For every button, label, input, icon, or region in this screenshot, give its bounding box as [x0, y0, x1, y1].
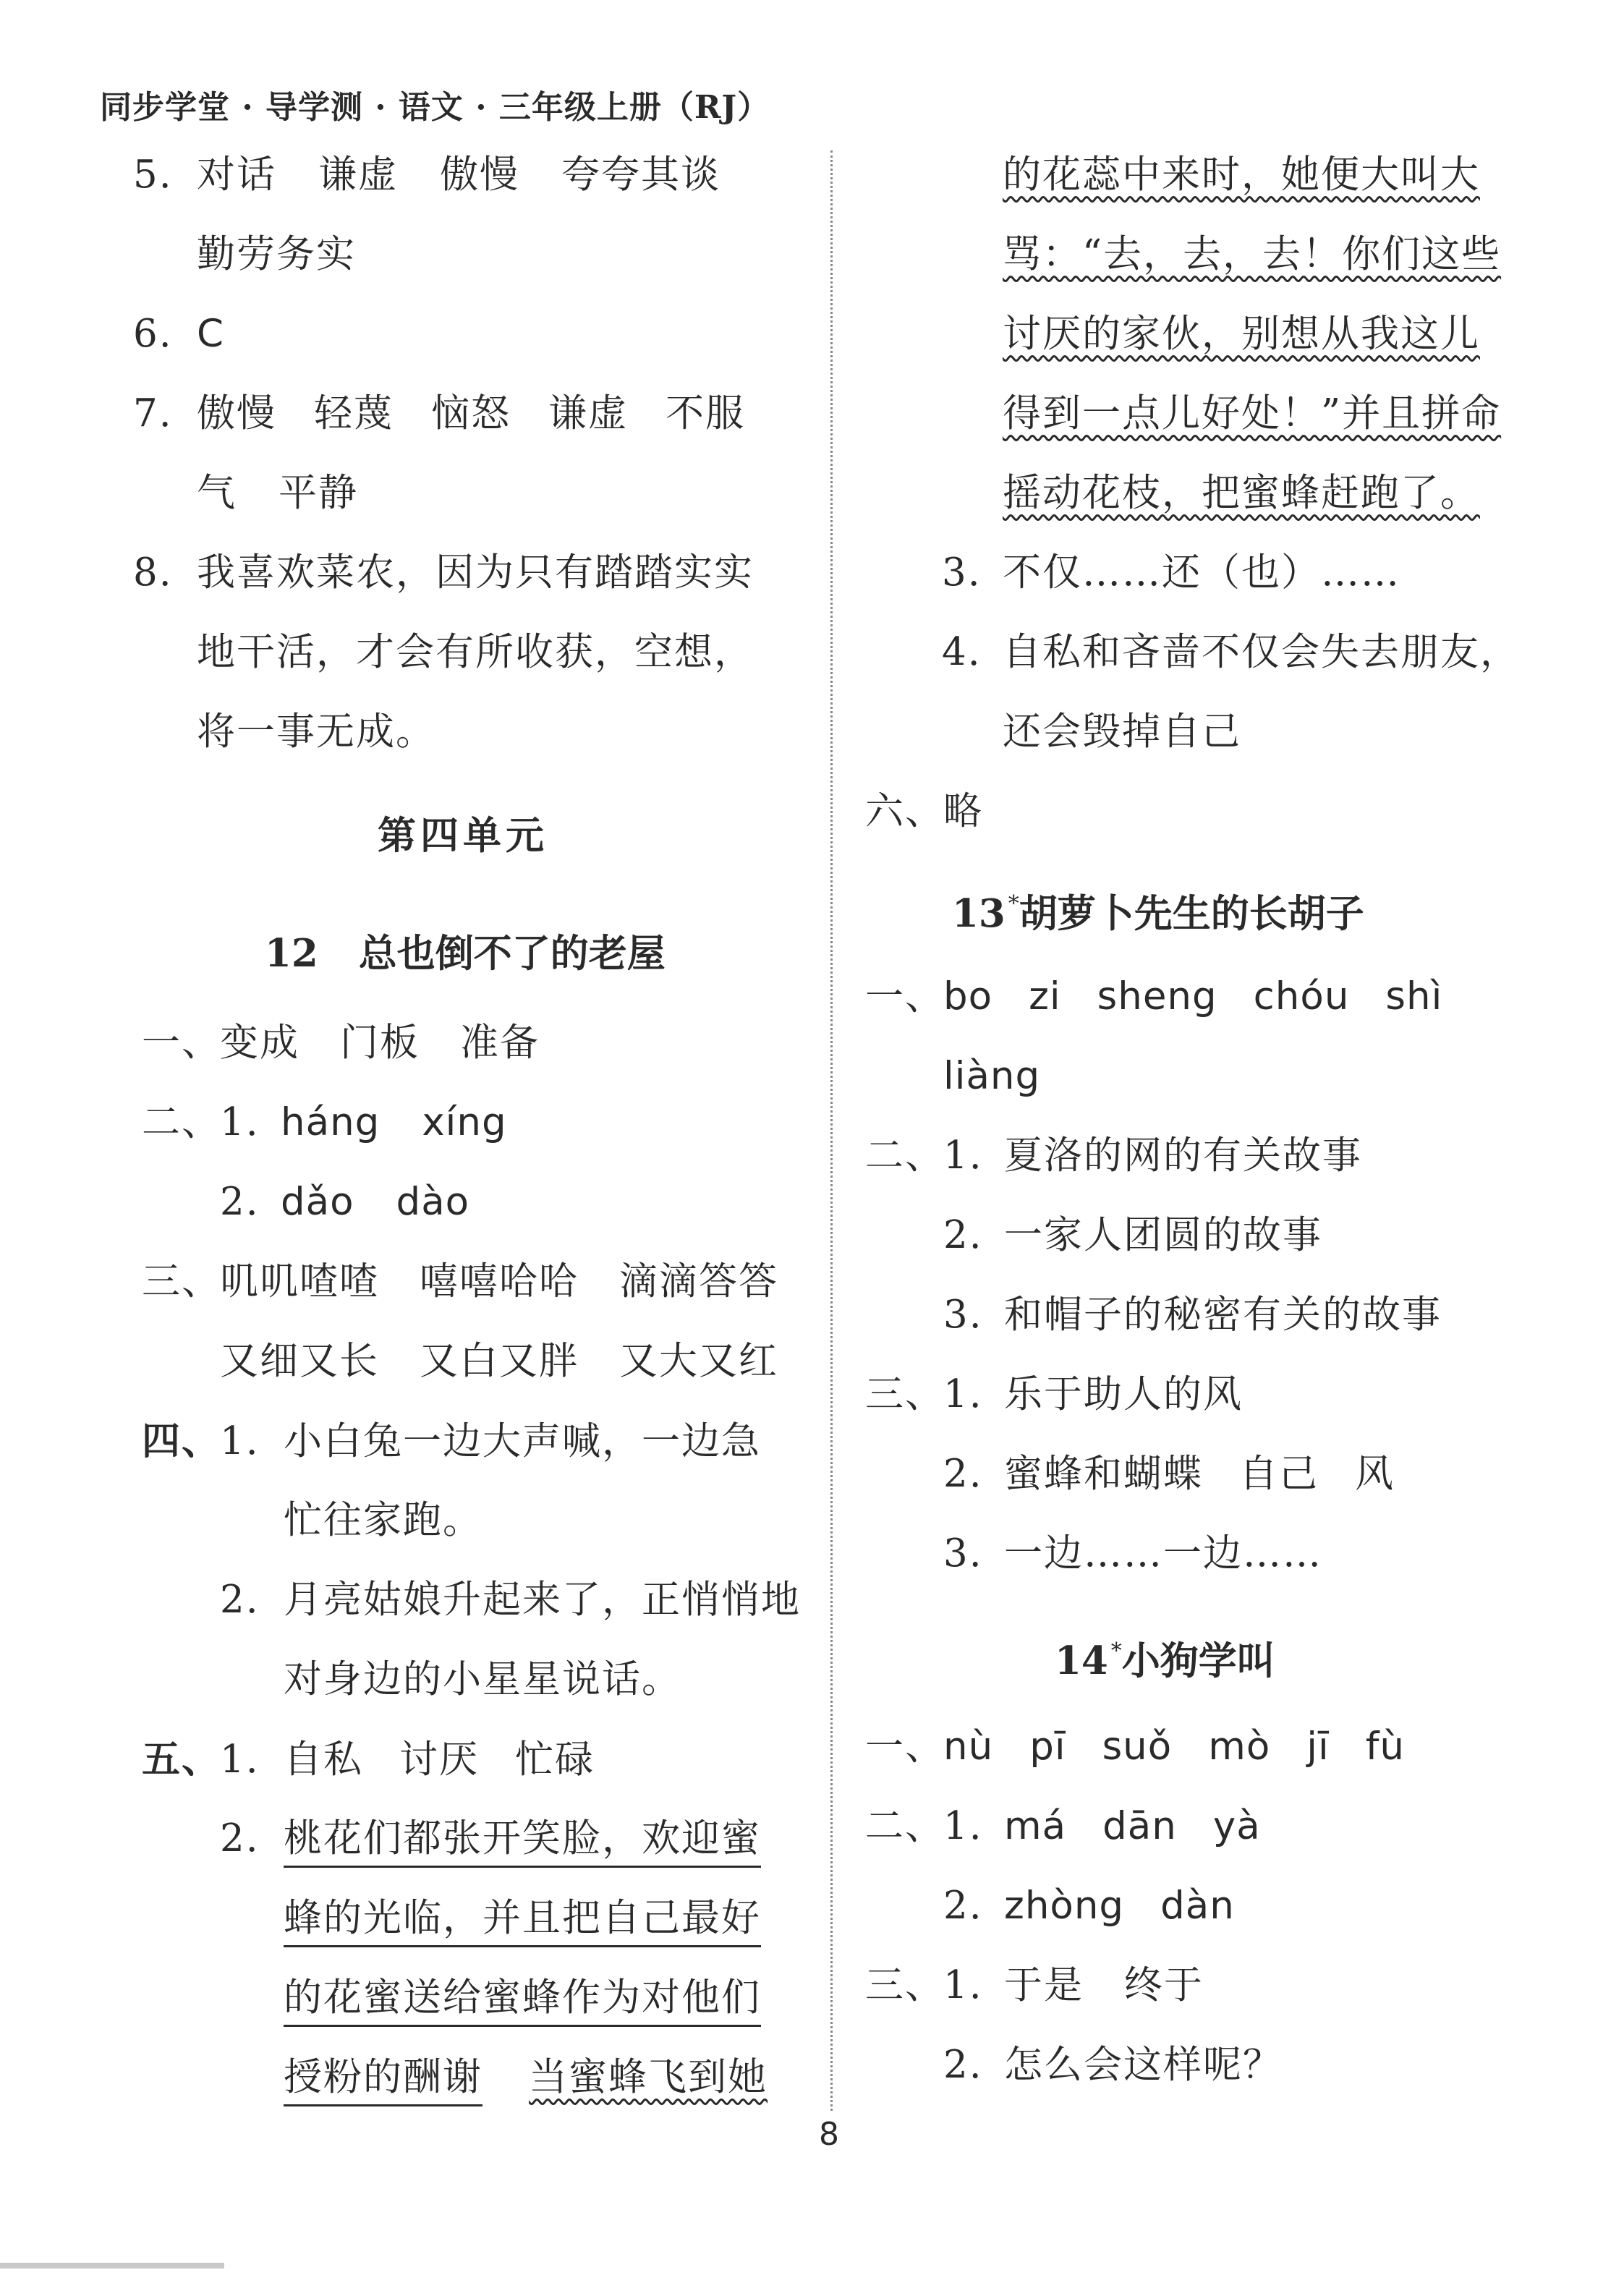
- l13-section-2: 二、1. 夏洛的网的有关故事: [865, 1134, 1362, 1178]
- wavy-cont-2: 骂：“去，去，去！你们这些: [1003, 232, 1502, 276]
- l14-section-3: 三、1. 于是 终于: [865, 1963, 1204, 2007]
- l12-section-5-item-2-line2: 蜂的光临，并且把自己最好: [284, 1893, 761, 1947]
- wavy-cont-4: 得到一点儿好处！”并且拼命: [1003, 391, 1502, 435]
- l13-section-1-cont: liàng: [943, 1054, 1041, 1098]
- answer-5: 5. 对话 谦虚 傲慢 夸夸其谈: [133, 153, 720, 197]
- section-6: 六、略: [865, 789, 983, 833]
- wavy-cont-1: 的花蕊中来时，她便大叫大: [1003, 153, 1480, 197]
- l13-section-2-item-2: 2. 一家人团圆的故事: [943, 1213, 1322, 1257]
- answer-8-line3: 将一事无成。: [197, 710, 435, 754]
- l12-section-3-row-2: 又细又长 又白又胖 又大又红: [220, 1339, 778, 1383]
- page-header: 同步学堂 · 导学测 · 语文 · 三年级上册（RJ）: [100, 89, 770, 126]
- l13-section-3: 三、1. 乐于助人的风: [865, 1372, 1243, 1416]
- l14-section-3-item-2: 2. 怎么会这样呢？: [943, 2043, 1283, 2087]
- column-divider: [830, 150, 833, 2111]
- lesson-14-title: 14 *小狗学叫: [1055, 1638, 1275, 1683]
- l14-section-2-item-2: 2. zhòng dàn: [943, 1884, 1235, 1928]
- l12-section-2: 二、1. háng xíng: [142, 1100, 507, 1144]
- l13-section-3-item-2: 2. 蜜蜂和蝴蝶 自己 风: [943, 1452, 1395, 1496]
- l12-section-5-item-2-line4: 授粉的酬谢 当蜜蜂飞到她: [284, 2052, 768, 2106]
- l13-section-2-item-3: 3. 和帽子的秘密有关的故事: [943, 1293, 1442, 1337]
- answer-4-cont: 还会毁掉自己: [1003, 710, 1241, 754]
- l14-section-2: 二、1. má dān yà: [865, 1804, 1261, 1848]
- answer-4: 4. 自私和吝啬不仅会失去朋友，: [942, 630, 1520, 674]
- l12-section-1: 一、变成 门板 准备: [142, 1021, 540, 1065]
- lesson-13-title: 13 *胡萝卜先生的长胡子: [952, 891, 1364, 936]
- answer-6: 6. C: [133, 312, 225, 356]
- l12-section-4-item-1-cont: 忙往家跑。: [284, 1498, 482, 1542]
- l12-section-4: 四、1. 小白兔一边大声喊，一边急: [142, 1419, 761, 1463]
- page-number: 8: [819, 2116, 839, 2153]
- answer-3: 3. 不仅……还（也）……: [942, 550, 1400, 595]
- unit-title: 第四单元: [378, 813, 548, 858]
- l12-section-5: 五、1. 自私 讨厌 忙碌: [142, 1737, 595, 1782]
- lesson-12-title: 12 总也倒不了的老屋: [265, 931, 666, 976]
- answer-7-cont: 气 平静: [197, 471, 358, 515]
- l14-section-1: 一、nù pī suǒ mò jī fù: [865, 1725, 1405, 1769]
- l13-section-3-item-3: 3. 一边……一边……: [943, 1531, 1322, 1576]
- l12-section-3: 三、叽叽喳喳 嘻嘻哈哈 滴滴答答: [142, 1259, 778, 1304]
- answer-8-line2: 地干活，才会有所收获，空想，: [197, 630, 754, 674]
- l12-section-4-item-2: 2. 月亮姑娘升起来了，正悄悄地: [220, 1578, 801, 1622]
- answer-5-cont: 勤劳务实: [197, 232, 356, 276]
- l12-section-5-item-2-line3: 的花蜜送给蜜蜂作为对他们: [284, 1973, 761, 2027]
- l12-section-4-item-2-cont: 对身边的小星星说话。: [284, 1657, 681, 1701]
- answer-8: 8. 我喜欢菜农，因为只有踏踏实实: [133, 550, 754, 595]
- l12-section-5-item-2: 2. 桃花们都张开笑脸，欢迎蜜: [220, 1814, 761, 1868]
- l13-section-1: 一、bo zi sheng chóu shì: [865, 974, 1443, 1019]
- footer-bar: [0, 2263, 224, 2269]
- l12-section-2-item-2: 2. dǎo dào: [220, 1180, 470, 1224]
- wavy-cont-3: 讨厌的家伙，别想从我这儿: [1003, 312, 1480, 356]
- answer-7: 7. 傲慢 轻蔑 恼怒 谦虚 不服: [133, 391, 745, 435]
- wavy-cont-5: 摇动花枝，把蜜蜂赶跑了。: [1003, 471, 1480, 515]
